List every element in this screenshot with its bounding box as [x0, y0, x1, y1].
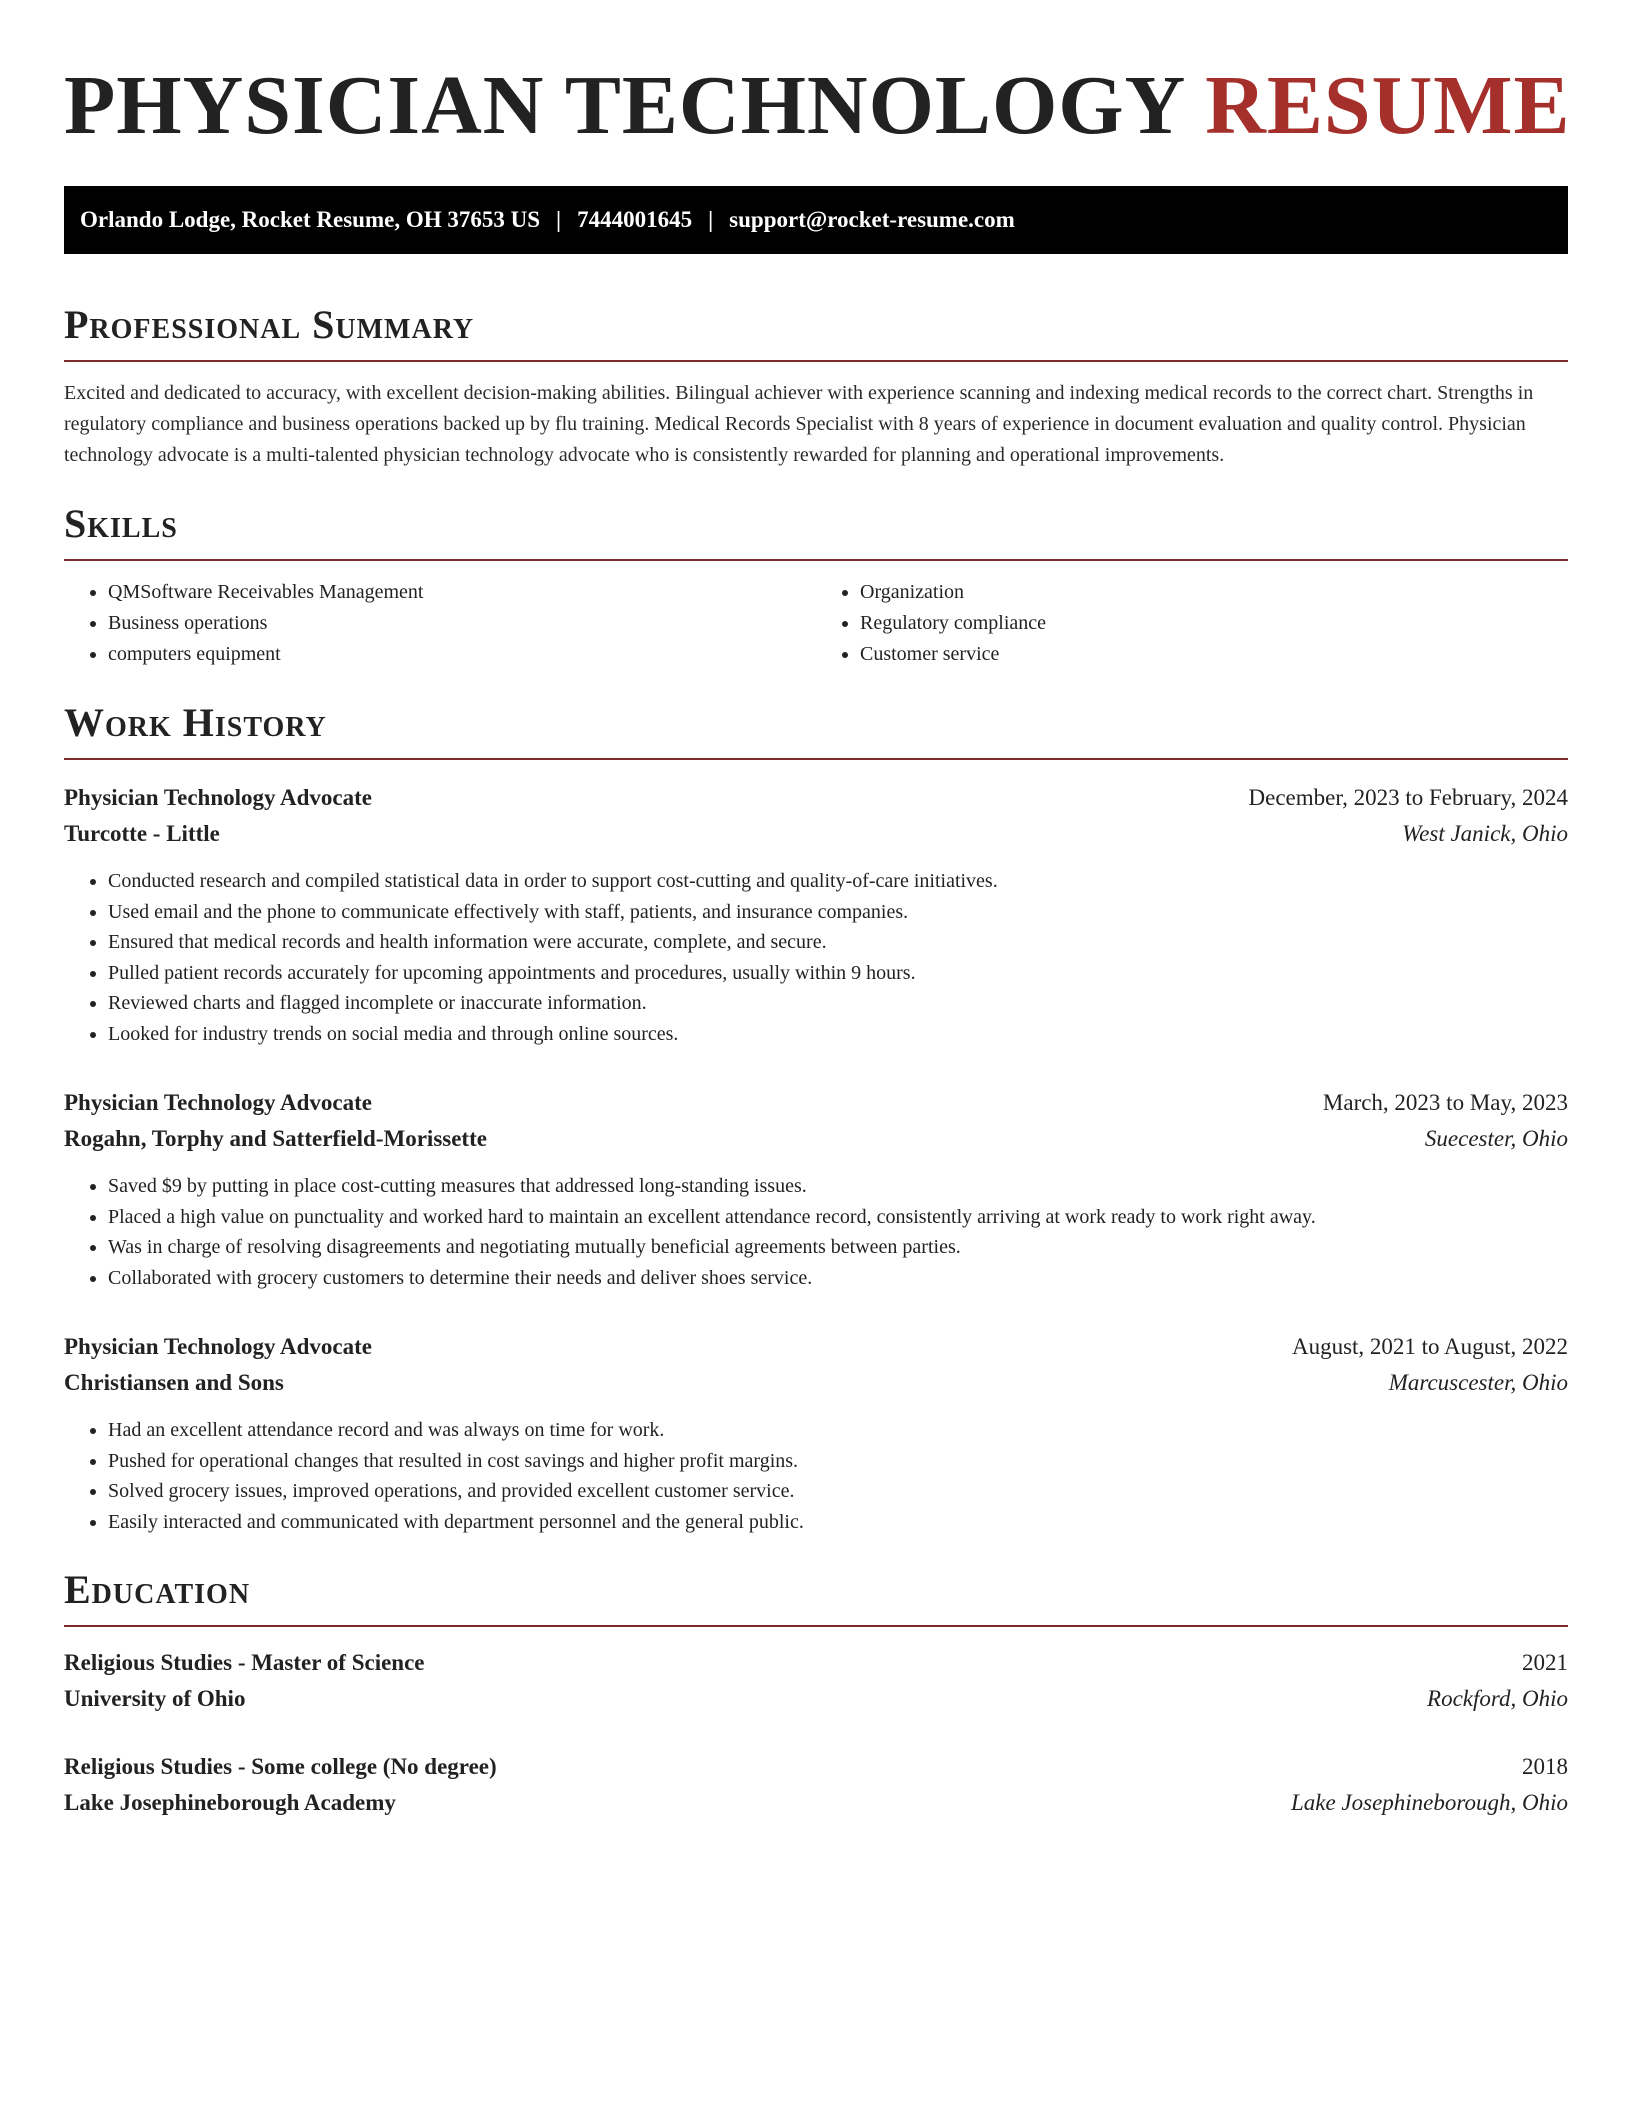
education-school: University of Ohio — [64, 1686, 246, 1711]
job-location: West Janick, Ohio — [1402, 821, 1568, 846]
job-bullets — [64, 866, 1568, 1049]
education-entry — [64, 1749, 1568, 1821]
job-company-row — [64, 1365, 1568, 1401]
job-bullet: • Was in charge of resolving disagreements and negotiating mutually beneficial agreements between parties. — [108, 1232, 1568, 1263]
education-entry — [64, 1645, 1568, 1717]
job-bullet: • Placed a high value on punctuality and worked hard to maintain an excellent attendance record, consistently arriving at work ready to work right away. — [108, 1202, 1568, 1233]
job-title-row — [64, 1329, 1568, 1365]
job-company: Rogahn, Torphy and Satterfield-Morissette — [64, 1126, 487, 1151]
job-bullets — [64, 1415, 1568, 1537]
education-year: 2021 — [1522, 1650, 1568, 1675]
contact-separator: | — [556, 207, 562, 232]
job-title-row — [64, 780, 1568, 816]
job-bullet: • Solved grocery issues, improved operations, and provided excellent customer service. — [108, 1476, 1568, 1507]
job-title: Physician Technology Advocate — [64, 785, 372, 810]
job-location: Suecester, Ohio — [1424, 1126, 1568, 1151]
skill-item: • computers equipment — [108, 639, 816, 670]
job-company: Christiansen and Sons — [64, 1370, 284, 1395]
education-school-row — [64, 1785, 1568, 1821]
job-bullet: • Saved $9 by putting in place cost-cutting measures that addressed long-standing issues. — [108, 1171, 1568, 1202]
job-bullet: • Pulled patient records accurately for upcoming appointments and procedures, usually within 9 hours. — [108, 958, 1568, 989]
skills-section — [64, 499, 1568, 670]
contact-bar — [64, 186, 1568, 254]
contact-phone: 7444001645 — [577, 207, 693, 232]
education-degree-row — [64, 1749, 1568, 1785]
contact-email: support@rocket-resume.com — [729, 207, 1015, 232]
skills-column-right — [816, 577, 1568, 670]
skills-column-left — [64, 577, 816, 670]
job-entry — [64, 1085, 1568, 1293]
job-bullet: • Easily interacted and communicated with department personnel and the general public. — [108, 1507, 1568, 1538]
job-title-row — [64, 1085, 1568, 1121]
skill-item: • Regulatory compliance — [860, 608, 1568, 639]
job-title: Physician Technology Advocate — [64, 1090, 372, 1115]
job-bullet: • Used email and the phone to communicate effectively with staff, patients, and insurance companies. — [108, 897, 1568, 928]
education-degree-row — [64, 1645, 1568, 1681]
job-company: Turcotte - Little — [64, 821, 220, 846]
job-dates: December, 2023 to February, 2024 — [1248, 785, 1568, 810]
job-entry — [64, 1329, 1568, 1537]
skill-item: • Organization — [860, 577, 1568, 608]
job-bullet: • Conducted research and compiled statistical data in order to support cost-cutting and quality-of-care initiatives. — [108, 866, 1568, 897]
summary-text: Excited and dedicated to accuracy, with excellent decision-making abilities. Bilingual achiever with experience scanning and indexing medical records to the correct chart. Strengths in regulatory compliance and business operations backed up by flu training. Medical Records Specialist with 8 years of experience in document evaluation and quality control. Physician technology advocate is a multi-talented physician technology advocate who is consistently rewarded for planning and operational improvements. — [64, 382, 1534, 466]
summary-section — [64, 300, 1568, 471]
skill-item: • Business operations — [108, 608, 816, 639]
skills-grid — [64, 577, 1568, 670]
job-company-row — [64, 1121, 1568, 1157]
work-heading: Work History — [64, 698, 1568, 760]
education-school-row — [64, 1681, 1568, 1717]
work-section — [64, 698, 1568, 1537]
education-section — [64, 1565, 1568, 1821]
skills-heading: Skills — [64, 499, 1568, 561]
job-bullet: • Collaborated with grocery customers to determine their needs and deliver shoes service. — [108, 1263, 1568, 1294]
job-bullet: • Pushed for operational changes that resulted in cost savings and higher profit margins. — [108, 1446, 1568, 1477]
skill-item: • Customer service — [860, 639, 1568, 670]
job-dates: August, 2021 to August, 2022 — [1291, 1334, 1568, 1359]
title-main: PHYSICIAN TECHNOLOGY — [64, 59, 1184, 152]
job-location: Marcuscester, Ohio — [1388, 1370, 1568, 1395]
summary-heading: Professional Summary — [64, 300, 1568, 362]
job-bullets — [64, 1171, 1568, 1293]
contact-address: Orlando Lodge, Rocket Resume, OH 37653 US — [80, 207, 540, 232]
resume-title — [64, 56, 1571, 156]
job-entry — [64, 780, 1568, 1049]
education-location: Lake Josephineborough, Ohio — [1290, 1790, 1568, 1815]
job-bullet: • Reviewed charts and flagged incomplete or inaccurate information. — [108, 988, 1568, 1019]
education-year: 2018 — [1522, 1754, 1568, 1779]
job-company-row — [64, 816, 1568, 852]
education-degree: Religious Studies - Master of Science — [64, 1650, 425, 1675]
job-bullet: • Looked for industry trends on social media and through online sources. — [108, 1019, 1568, 1050]
job-dates: March, 2023 to May, 2023 — [1322, 1090, 1568, 1115]
job-title: Physician Technology Advocate — [64, 1334, 372, 1359]
education-degree: Religious Studies - Some college (No degree) — [64, 1754, 497, 1779]
job-bullet: • Had an excellent attendance record and was always on time for work. — [108, 1415, 1568, 1446]
education-location: Rockford, Ohio — [1427, 1686, 1568, 1711]
title-accent: RESUME — [1205, 59, 1571, 152]
job-bullet: • Ensured that medical records and health information were accurate, complete, and secure. — [108, 927, 1568, 958]
education-heading: Education — [64, 1565, 1568, 1627]
education-school: Lake Josephineborough Academy — [64, 1790, 396, 1815]
skill-item: • QMSoftware Receivables Management — [108, 577, 816, 608]
contact-separator: | — [708, 207, 714, 232]
